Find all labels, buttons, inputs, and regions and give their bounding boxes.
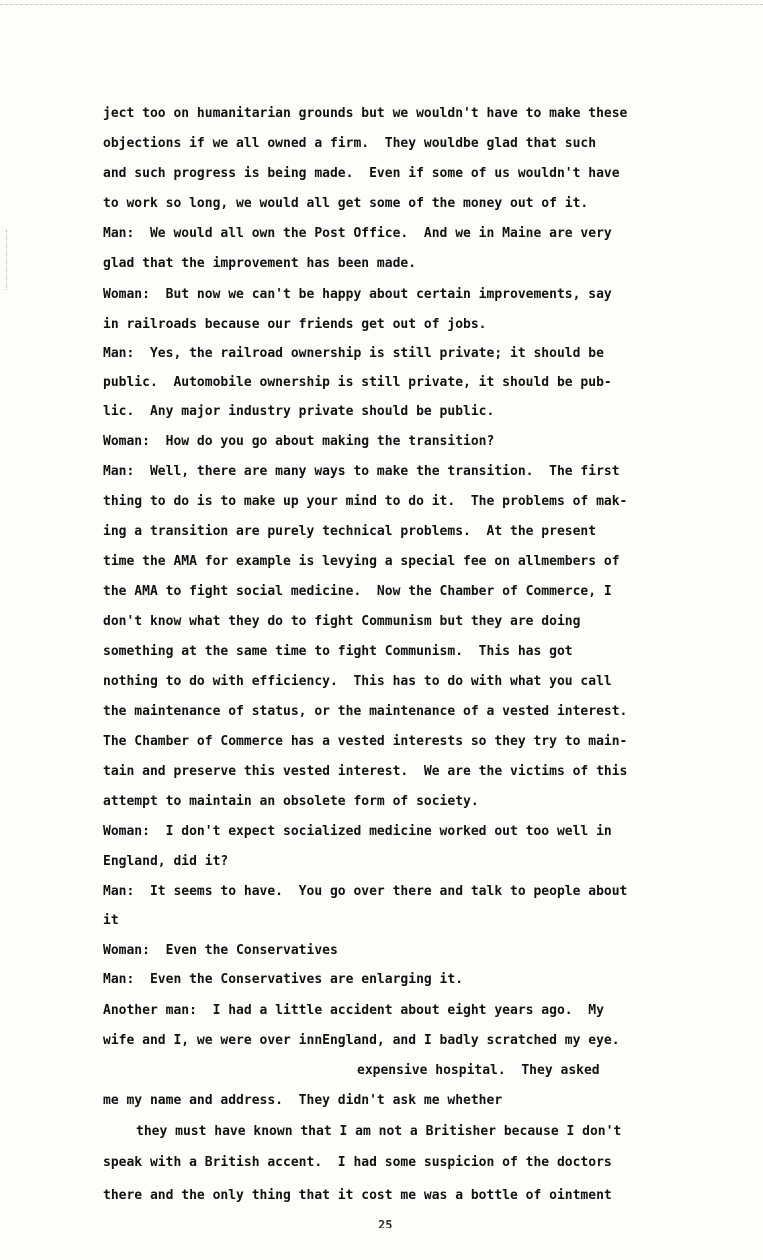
text-line-22: The Chamber of Commerce has a vested interests so they try to main- [103, 734, 628, 749]
text-line-16: time the AMA for example is levying a special fee on allmembers of [103, 554, 620, 569]
page-number: 25 [378, 1218, 393, 1228]
text-line-12: Woman: How do you go about making the transition? [103, 434, 495, 449]
text-line-29: Woman: Even the Conservatives [103, 943, 338, 958]
text-line-31: Another man: I had a little accident about eight years ago. My [103, 1003, 604, 1018]
text-line-3: and such progress is being made. Even if some of us wouldn't have [103, 166, 620, 181]
text-line-30: Man: Even the Conservatives are enlarging it. [103, 972, 464, 987]
text-line-20: nothing to do with efficiency. This has to do with what you call [103, 674, 612, 689]
text-line-7: Woman: But now we can't be happy about certain improvements, say [103, 287, 612, 302]
text-line-17: the AMA to fight social medicine. Now the Chamber of Commerce, I [103, 584, 612, 599]
text-line-11: lic. Any major industry private should be public. [103, 404, 495, 419]
text-line-32: wife and I, we were over innEngland, and I badly scratched my eye. [103, 1033, 620, 1048]
text-line-4: to work so long, we would all get some of the money out of it. [103, 196, 589, 211]
text-line-13: Man: Well, there are many ways to make the transition. The first [103, 464, 620, 479]
text-line-35: they must have known that I am not a Britisher because I don't [136, 1124, 622, 1139]
text-line-36: speak with a British accent. I had some suspicion of the doctors [103, 1155, 612, 1170]
text-line-5: Man: We would all own the Post Office. And we in Maine are very [103, 226, 612, 241]
text-line-28: it [103, 913, 119, 928]
text-line-14: thing to do is to make up your mind to do it. The problems of mak- [103, 494, 628, 509]
text-line-9: Man: Yes, the railroad ownership is still private; it should be [103, 346, 604, 361]
text-line-6: glad that the improvement has been made. [103, 256, 417, 271]
margin-specks [6, 230, 9, 290]
text-line-33: expensive hospital. They asked [357, 1063, 600, 1078]
text-line-27: Man: It seems to have. You go over there and talk to people about [103, 884, 628, 899]
text-line-21: the maintenance of status, or the maintenance of a vested interest. [103, 704, 628, 719]
text-line-23: tain and preserve this vested interest. We are the victims of this [103, 764, 628, 779]
text-line-34: me my name and address. They didn't ask me whether [103, 1093, 503, 1108]
text-line-18: don't know what they do to fight Communism but they are doing [103, 614, 581, 629]
text-line-37: there and the only thing that it cost me was a bottle of ointment [103, 1188, 612, 1203]
top-edge-rule [0, 4, 763, 5]
text-line-2: objections if we all owned a firm. They wouldbe glad that such [103, 136, 597, 151]
text-line-8: in railroads because our friends get out of jobs. [103, 317, 487, 332]
text-line-24: attempt to maintain an obsolete form of society. [103, 794, 479, 809]
text-line-15: ing a transition are purely technical problems. At the present [103, 524, 597, 539]
text-line-10: public. Automobile ownership is still private, it should be pub- [103, 375, 612, 390]
text-line-1: ject too on humanitarian grounds but we wouldn't have to make these [103, 106, 628, 121]
text-line-25: Woman: I don't expect socialized medicine worked out too well in [103, 824, 612, 839]
text-line-26: England, did it? [103, 854, 229, 869]
text-line-19: something at the same time to fight Communism. This has got [103, 644, 573, 659]
